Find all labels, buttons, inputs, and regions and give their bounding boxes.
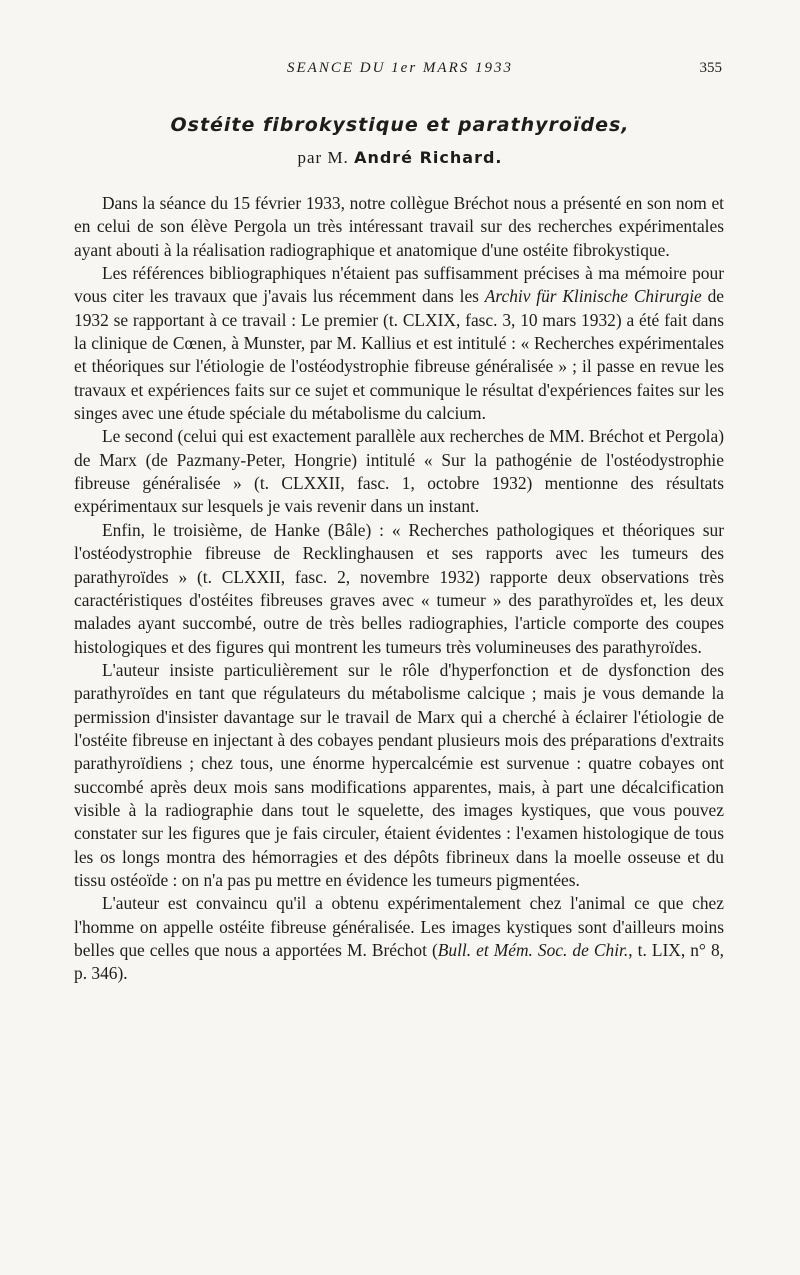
paragraph-4-text: Enfin, le troisième, de Hanke (Bâle) : « Recherches pathologiques et théoriques sur l'ostéodystrophie fibreuse de Recklinghausen et ses rapports avec les tumeurs des parathyroïdes » (t. CLXXII, fasc. 2, novembre 1932) rapporte deux observations très caractéristiques d'ostéites fibreuses graves avec « tumeur » des parathyroïdes et, les deux malades ayant succombé, outre de très belles radiographies, l'article comporte des coupes histologiques et des figures qui montrent les tumeurs très volumineuses des parathyroïdes. — [74, 519, 724, 657]
byline-prefix: par M. — [297, 148, 349, 167]
paragraph-4 — [74, 519, 724, 659]
author-name: André Richard. — [354, 148, 503, 167]
paragraph-6-text-end: , t. LIX, n° 8, p. 346). — [74, 940, 724, 984]
running-title: SEANCE DU 1er MARS 1933 — [287, 60, 513, 76]
paragraph-5-text: L'auteur insiste particulièrement sur le rôle d'hyperfonction et de dysfonction des parathyroïdes en tant que régulateurs du métabolisme calcique ; mais je vous demande la permission d'insister davantage sur le travail de Marx qui a cherché à éclairer l'étiologie de l'ostéite fibreuse en injectant à des cobayes pendant plusieurs mois des préparations d'extraits parathyroïdiens ; chez tous, une énorme hypercalcémie est survenue : quatre cobayes ont succombé après deux mois sans modifications apparentes, mais, à part une décalcification visible à la radiographie dans tout le squelette, des images kystiques, que vous pouvez constater sur les figures que je fais circuler, étaient évidentes : l'examen histologique de tous les os longs montra des hémorragies et des dépôts fibrineux dans la moelle osseuse et du tissu ostéoïde : on n'a pas pu mettre en évidence les tumeurs pigmentées. — [74, 659, 724, 890]
article-title: Ostéite fibrokystique et parathyroïdes, — [170, 114, 630, 136]
paragraph-1-text: Dans la séance du 15 février 1933, notre collègue Bréchot nous a présenté en son nom et en celui de son élève Pergola un très intéressant travail sur des recherches expérimentales ayant abouti à la réalisation radiographique et anatomique d'une ostéite fibrokystique. — [74, 193, 724, 260]
paragraph-2-text-end: de 1932 se rapportant à ce travail : Le premier (t. CLXIX, fasc. 3, 10 mars 1932) a été fait dans la clinique de Cœnen, à Munster, par M. Kallius et est intitulé : « Recherches expérimentales et théoriques sur l'étiologie de l'ostéodystrophie fibreuse généralisée » ; il passe en revue les travaux et expériences faits sur ce sujet et communique le résultat d'expériences faites sur les singes avec une étude spéciale du métabolisme du calcium. — [74, 286, 724, 424]
paragraph-3-text: Le second (celui qui est exactement parallèle aux recherches de MM. Bréchot et Pergola) de Marx (de Pazmany-Peter, Hongrie) intitulé « Sur la pathogénie de l'ostéodystrophie fibreuse généralisée » (t. CLXXII, fasc. 1, octobre 1932) mentionne des résultats expérimentaux sur lesquels je vais revenir dans un instant. — [74, 426, 724, 517]
journal-reference: Archiv für Klinische Chirurgie — [484, 286, 702, 307]
paragraph-2-text-start: Les références bibliographiques n'étaient pas suffisamment précises à ma mémoire pour vous citer les travaux que j'avais lus récemment dans les — [74, 263, 724, 307]
paragraph-5 — [74, 659, 724, 892]
byline — [0, 148, 800, 168]
paragraph-6 — [74, 892, 724, 985]
running-head — [78, 60, 722, 84]
paragraph-1 — [74, 192, 724, 262]
paragraph-2 — [74, 262, 724, 425]
bulletin-reference: Bull. et Mém. Soc. de Chir. — [437, 940, 629, 960]
page-number: 355 — [699, 60, 722, 76]
paragraph-6-text-start: L'auteur est convaincu qu'il a obtenu expérimentalement chez l'animal ce que chez l'homme on appelle ostéite fibreuse généralisée. Les images kystiques sont d'ailleurs moins belles que celles que nous a apportées M. Bréchot ( — [74, 893, 724, 960]
paragraph-3 — [74, 425, 724, 518]
article-body — [74, 192, 724, 986]
